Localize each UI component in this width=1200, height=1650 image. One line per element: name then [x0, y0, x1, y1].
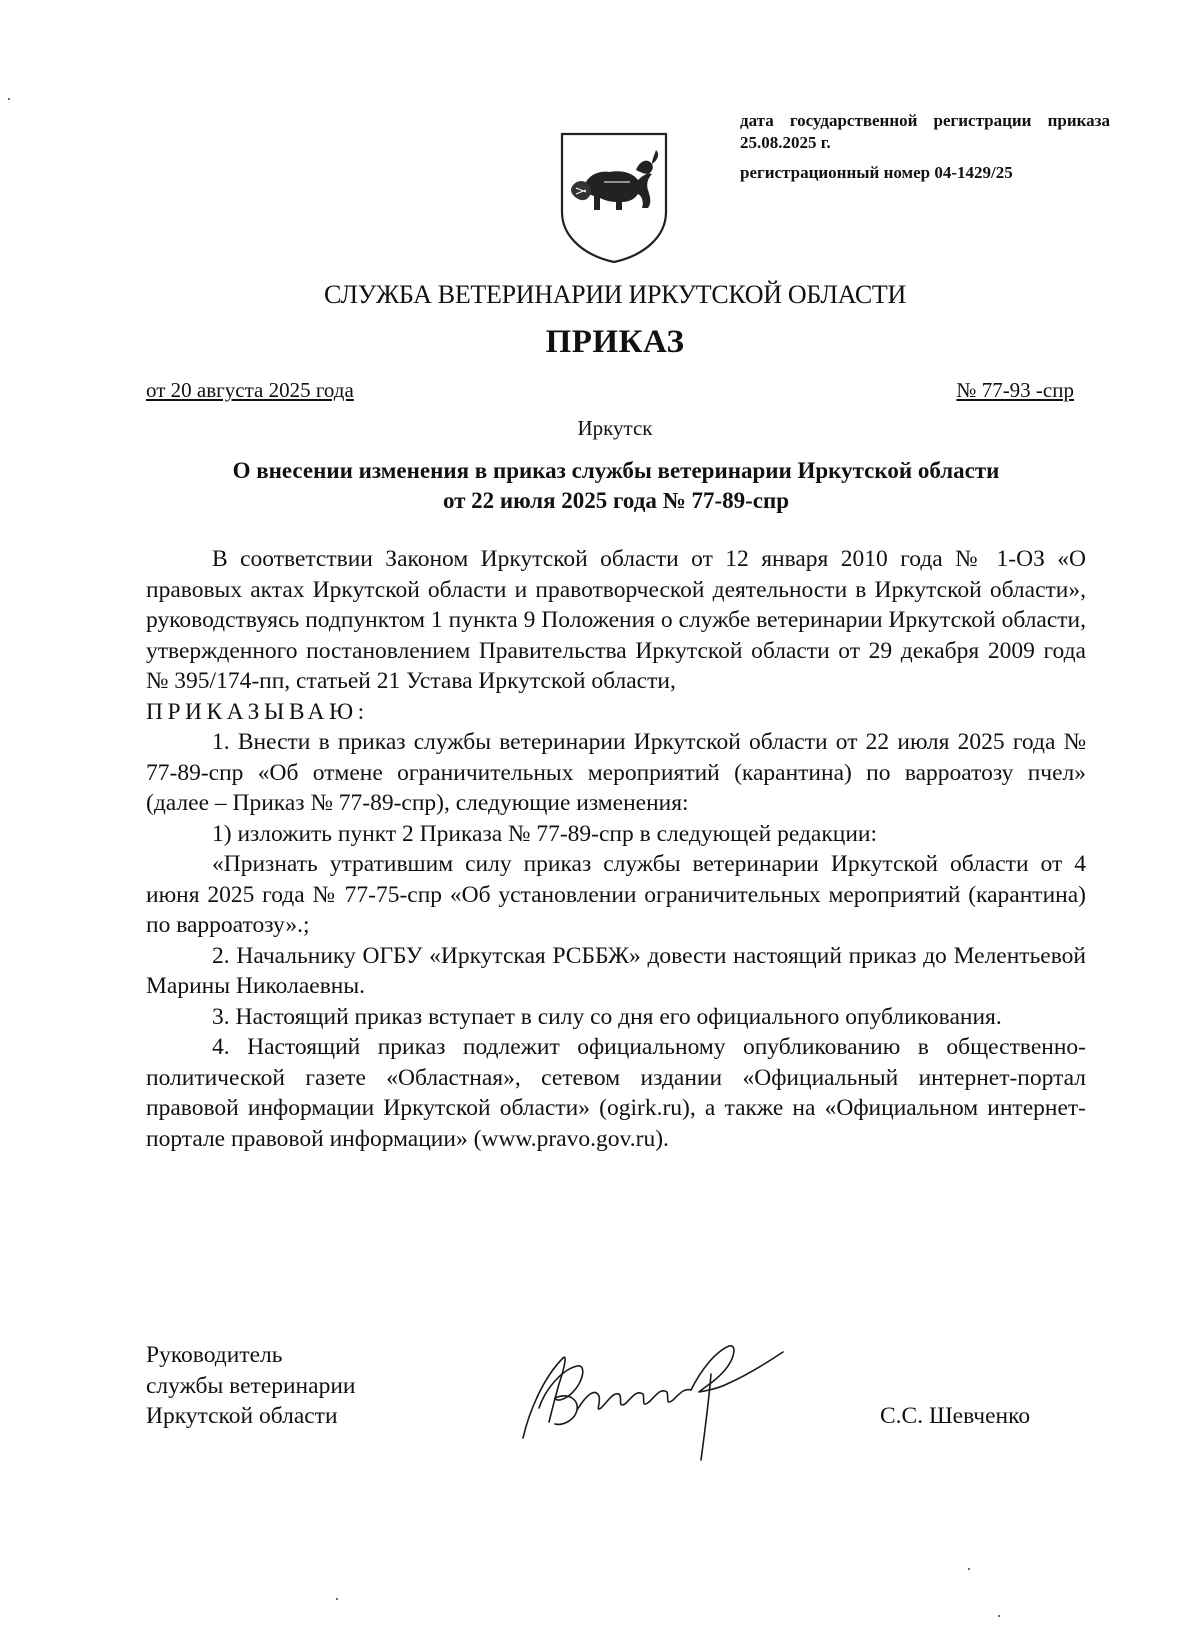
- organization-name: СЛУЖБА ВЕТЕРИНАРИИ ИРКУТСКОЙ ОБЛАСТИ: [324, 280, 906, 309]
- signer-name: С.С. Шевченко: [880, 1403, 1031, 1429]
- scan-speck: [8, 98, 10, 100]
- document-title-line1: О внесении изменения в приказ службы ветеринарии Иркутской области: [232, 458, 1000, 483]
- document-title: [146, 456, 1086, 516]
- registration-date: дата государственной регистрации приказа 25.08.2025 г.: [740, 111, 1110, 152]
- document-body: [146, 544, 1086, 1154]
- signer-position: [146, 1340, 355, 1432]
- document-number: № 77-93 -спр: [956, 378, 1074, 402]
- scan-speck: [968, 1568, 970, 1570]
- signer-position-line1: Руководитель: [146, 1342, 283, 1368]
- handwritten-signature: [515, 1330, 790, 1470]
- registration-info: [740, 110, 1110, 184]
- item-1-paragraph: 1. Внести в приказ службы ветеринарии Иркутской области от 22 июля 2025 года № 77-89-спр «Об отмене ограничительных мероприятий (карантина) по варроатозу пчел» (далее – Приказ № 77-89-спр), следующие изменения:: [146, 729, 1086, 816]
- document-date: от 20 августа 2025 года: [146, 378, 354, 402]
- document-title-line2: от 22 июля 2025 года № 77-89-спр: [442, 488, 790, 513]
- signer-position-line3: Иркутской области: [146, 1403, 338, 1429]
- scan-speck: [998, 1615, 1000, 1617]
- directive-heading: ПРИКАЗЫВАЮ:: [146, 698, 369, 725]
- scan-speck: [336, 1598, 338, 1600]
- item-1-subitem: 1) изложить пункт 2 Приказа № 77-89-спр в следующей редакции:: [212, 820, 878, 847]
- item-3-paragraph: 3. Настоящий приказ вступает в силу со дня его официального опубликования.: [212, 1003, 1002, 1030]
- item-1-quote: «Признать утратившим силу приказ службы ветеринарии Иркутской области от 4 июня 2025 года № 77-75-спр «Об установлении ограничительных мероприятий (карантина) по варроатозу».;: [146, 851, 1086, 938]
- irkutsk-coat-of-arms-icon: [556, 130, 672, 266]
- registration-number: регистрационный номер 04-1429/25: [740, 163, 1013, 182]
- document-type: ПРИКАЗ: [545, 324, 685, 360]
- preamble-paragraph: В соответствии Законом Иркутской области от 12 января 2010 года № 1-ОЗ «О правовых актах Иркутской области и правотворческой деятельности в Иркутской области», руководствуясь подпунктом 1 пункта 9 Положения о службе ветеринарии Иркутской области, утвержденного постановлением Правительства Иркутской области от 29 декабря 2009 года № 395/174-пп, статьей 21 Устава Иркутской области,: [146, 546, 1086, 694]
- signer-position-line2: службы ветеринарии: [146, 1372, 356, 1399]
- item-4-paragraph: 4. Настоящий приказ подлежит официальному опубликованию в общественно-политической газете «Областная», сетевом издании «Официальный интернет-портал правовой информации Иркутской области» (ogirk.ru), а также на «Официальном интернет-портале правовой информации» (www.pravo.gov.ru).: [146, 1034, 1086, 1152]
- item-2-paragraph: 2. Начальнику ОГБУ «Иркутская РСББЖ» довести настоящий приказ до Мелентьевой Марины Николаевны.: [146, 942, 1086, 999]
- document-city: Иркутск: [577, 416, 653, 440]
